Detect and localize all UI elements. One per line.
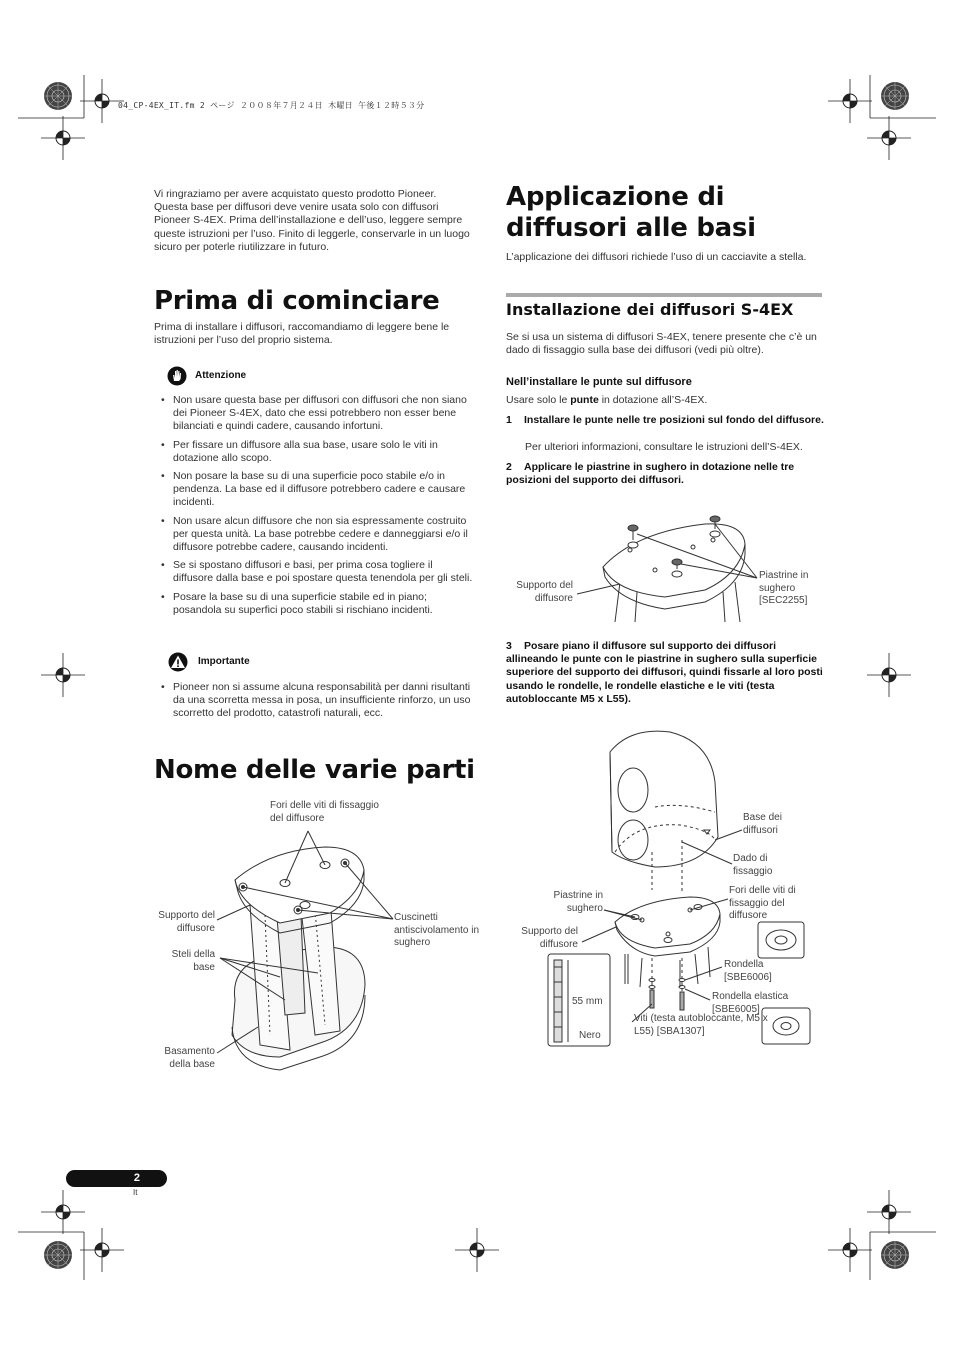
fig3-label-nero: Nero: [579, 1030, 601, 1041]
fig3-label-base: Base dei diffusori: [743, 812, 782, 836]
step-number: 2: [506, 461, 512, 473]
fig3-label-rondella: Rondella [SBE6006]: [724, 959, 772, 983]
subsection-rule: [506, 293, 822, 297]
fig3-label-dado: Dado di fissaggio: [733, 853, 773, 877]
label-supporto: Supporto del diffusore: [158, 910, 215, 934]
caution-list: [154, 394, 474, 622]
installazione-body: Se si usa un sistema di diffusori S-4EX, tenere presente che c’è un dado di fissaggio sulla base dei diffusori (vedi più oltre).: [506, 331, 817, 357]
fig3-label-piastrine: Piastrine in sughero: [553, 890, 603, 914]
fig3-label-viti: Viti (testa autobloccante, M5 x L55) [SBA1307]: [634, 1013, 768, 1037]
cork-pads-illustration: [575, 512, 775, 627]
subsection-title-installazione: Installazione dei diffusori S-4EX: [506, 300, 794, 319]
punte-body-post: in dotazione all’S-4EX.: [601, 394, 708, 406]
prima-body: Prima di installare i diffusori, raccomandiamo di leggere bene le istruzioni per l’uso del proprio sistema.: [154, 321, 450, 347]
caution-label: Attenzione: [195, 370, 247, 381]
list-item: • Posare la base su di una superficie stabile ed in piano; posandola su superfici poco stabili si rischiano incidenti.: [154, 591, 474, 617]
language-code: It: [133, 1188, 138, 1197]
important-label: Importante: [198, 656, 250, 667]
list-item: • Se si spostano diffusori e basi, per prima cosa togliere il diffusore dalla base e poi spostare questa tenendola per gli steli.: [154, 559, 474, 585]
page-number: 2: [133, 1172, 140, 1184]
step-text: Installare le punte nelle tre posizioni sul fondo del diffusore.: [524, 414, 824, 426]
applicazione-body: L’applicazione dei diffusori richiede l’uso di un cacciavite a stella.: [506, 251, 807, 263]
fig3-label-fori: Fori delle viti di fissaggio del diffusore: [729, 885, 796, 921]
page-number-bar: [66, 1170, 167, 1187]
section-title-applicazione: Applicazione di diffusori alle basi: [506, 182, 756, 243]
step-1-note: Per ulteriori informazioni, consultare le istruzioni dell’S-4EX.: [525, 441, 803, 453]
label-steli: Steli della base: [171, 949, 215, 973]
label-fori: Fori delle viti di fissaggio del diffusore: [270, 800, 379, 824]
step-number: 1: [506, 414, 512, 426]
fig2-label-supporto: Supporto del diffusore: [516, 580, 573, 604]
step-text: Applicare le piastrine in sughero in dotazione nelle tre posizioni del supporto dei diffusori.: [506, 461, 795, 487]
file-header: 04_CP-4EX_IT.fm 2 ページ ２００８年７月２４日 木曜日 午後１２時５３分: [118, 101, 425, 110]
step-text: Posare piano il diffusore sul supporto dei diffusori allineando le punte con le piastrine in sughero sulla superficie superiore del supporto dei diffusori, quindi fissarle al loro posti usando le rondelle, le rondelle elastiche e le viti (testa autobloccante M5 x L55).: [506, 640, 823, 705]
label-cuscinetti: Cuscinetti antiscivolamento in sughero: [394, 912, 480, 948]
important-icon: [167, 652, 189, 672]
list-item: • Non usare questa base per diffusori con diffusori che non siano dei Pioneer S-4EX, dato che essi potrebbero non esser bene bilanciati e quindi cadere, causando infortuni.: [154, 394, 474, 434]
list-item: • Non usare alcun diffusore che non sia espressamente costruito per questa unità. La base potrebbe cedere e danneggiarsi e/o il diffusore potrebbe cadere, causando incidenti.: [154, 515, 474, 555]
punte-body: [506, 394, 824, 407]
fig2-label-piastrine: Piastrine in sughero [SEC2255]: [759, 570, 809, 606]
list-item: • Pioneer non si assume alcuna responsabilità per danni risultanti da una scorretta messa in posa, un insufficiente rinforzo, un uso scorretto del prodotto, catastrofi naturali, ecc.: [154, 681, 476, 721]
section-title-prima: Prima di cominciare: [154, 286, 440, 316]
important-list: [154, 681, 476, 726]
step-3: [506, 640, 824, 706]
step-2: [506, 461, 824, 487]
step-1: [506, 414, 824, 427]
intro-paragraph: Vi ringraziamo per avere acquistato questo prodotto Pioneer. Questa base per diffusori deve venire usata solo con diffusori Pioneer S-4EX. Prima dell’installazione e dell’uso, leggere sempre queste istruzioni per l’uso. Finito di leggerle, conservarle in un luogo sicuro per poterle riutilizzare in futuro.: [154, 188, 470, 253]
punte-title: Nell’installare le punte sul diffusore: [506, 376, 692, 388]
caution-icon: [167, 366, 187, 386]
fig3-label-supporto: Supporto del diffusore: [521, 926, 578, 950]
fig3-label-rondella-elastica: Rondella elastica [SBE6005]: [712, 991, 789, 1015]
punte-body-bold: punte: [570, 394, 599, 406]
fig3-label-55mm: 55 mm: [572, 996, 603, 1007]
label-basamento: Basamento della base: [164, 1046, 215, 1070]
list-item: • Per fissare un diffusore alla sua base, usare solo le viti in dotazione allo scopo.: [154, 439, 474, 465]
list-item: • Non posare la base su di una superficie poco stabile e/o in pendenza. La base ed il diffusore potrebbero cadere e causare incidenti.: [154, 470, 474, 510]
section-title-nome: Nome delle varie parti: [154, 755, 475, 785]
punte-body-pre: Usare solo le: [506, 394, 568, 406]
step-number: 3: [506, 640, 512, 652]
